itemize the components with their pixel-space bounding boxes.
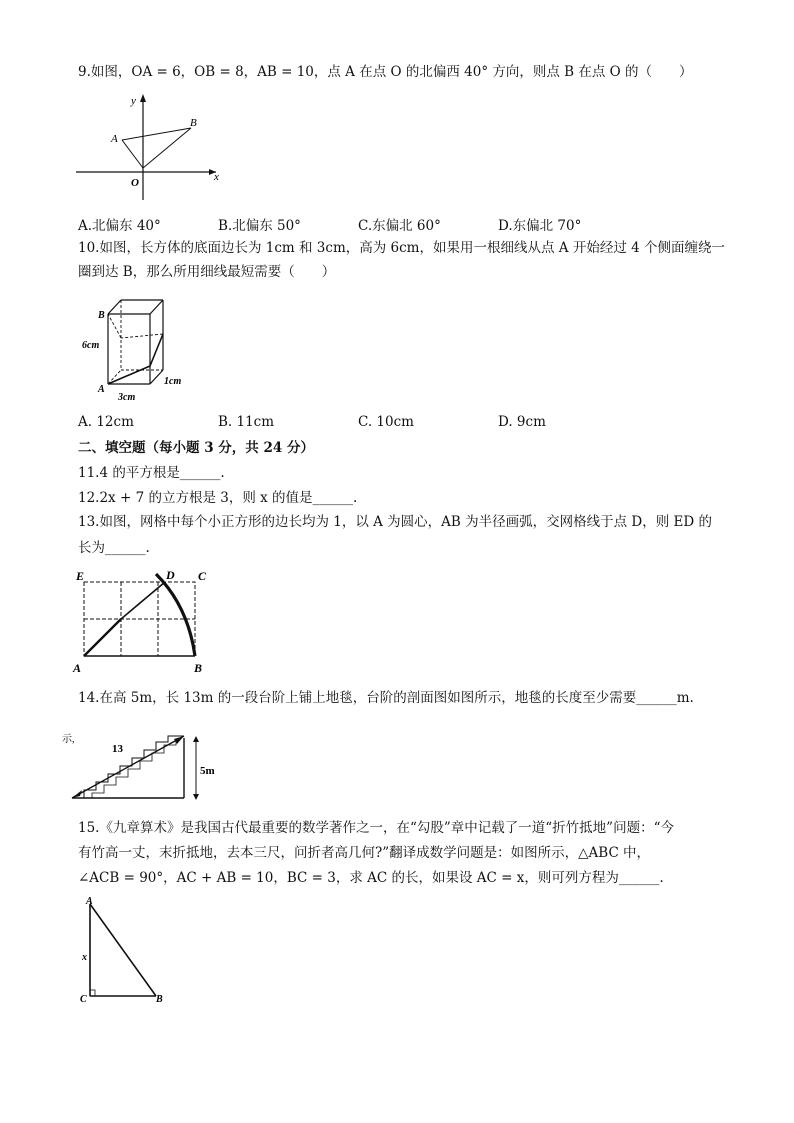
q13-label-c: C <box>198 569 207 583</box>
q10-label-height: 6cm <box>82 340 100 351</box>
q15-line3: ∠ACB = 90°，AC + AB = 10，BC = 3，求 AC 的长，如果设 AC = x，则可列方程为______. <box>78 870 664 886</box>
q10-figure <box>78 294 198 404</box>
q15-label-c: C <box>80 994 87 1005</box>
q9-option-a: A.北偏东 40° <box>78 218 161 234</box>
q9-label-o: O <box>131 177 139 189</box>
q14-figure <box>62 722 222 804</box>
q10-option-d: D. 9cm <box>498 414 546 430</box>
q13-label-e: E <box>76 569 85 583</box>
q9-option-d: D.东偏北 70° <box>498 218 582 234</box>
q10-option-c: C. 10cm <box>358 414 414 430</box>
q15-label-a: A <box>86 896 93 907</box>
q10-label-b: B <box>98 310 105 321</box>
q9-option-b: B.北偏东 50° <box>218 218 301 234</box>
q9-option-c: C.东偏北 60° <box>358 218 441 234</box>
q10-label-a: A <box>98 384 105 395</box>
q9-label-b: B <box>190 117 197 129</box>
q13-label-a: A <box>73 661 82 675</box>
q13-label-d: D <box>166 568 175 582</box>
section-heading: 二、填空题（每小题 3 分，共 24 分） <box>78 440 314 456</box>
q10-option-b: B. 11cm <box>218 414 275 430</box>
q9-text: 9.如图，OA = 6，OB = 8，AB = 10，点 A 在点 O 的北偏西 40° 方向，则点 B 在点 O 的（ ） <box>78 64 693 80</box>
q15-line1: 15.《九章算术》是我国古代最重要的数学著作之一，在“勾股”章中记载了一道“折竹抵地”问题：“今 <box>78 820 674 836</box>
q15-line2: 有竹高一丈，末折抵地，去本三尺，问折者高几何?”翻译成数学问题是：如图所示，△ABC 中， <box>78 845 651 861</box>
q10-label-width: 3cm <box>118 392 136 403</box>
q15-label-x: x <box>82 952 87 963</box>
q10-label-depth: 1cm <box>164 376 182 387</box>
q9-label-y: y <box>131 95 136 107</box>
q10-line1: 10.如图，长方体的底面边长为 1cm 和 3cm，高为 6cm，如果用一根细线从点 A 开始经过 4 个侧面缠绕一 <box>78 240 725 256</box>
q13-label-b: B <box>194 661 203 675</box>
q9-label-a: A <box>111 133 118 145</box>
q13-line1: 13.如图，网格中每个小正方形的边长均为 1，以 A 为圆心，AB 为半径画弧，交网格线于点 D，则 ED 的 <box>78 514 713 530</box>
q14-label-height: 5m <box>200 765 215 777</box>
q11-text: 11.4 的平方根是______. <box>78 465 225 481</box>
q12-text: 12.2x + 7 的立方根是 3，则 x 的值是______. <box>78 490 358 506</box>
q14-label-length: 13 <box>112 743 123 755</box>
q10-option-a: A. 12cm <box>78 414 134 430</box>
q10-line2: 圈到达 B，那么所用细线最短需要（ ） <box>78 264 336 280</box>
q14-text: 14.在高 5m，长 13m 的一段台阶上铺上地毯，台阶的剖面图如图所示，地毯的长度至少需要______m. <box>78 690 694 706</box>
q13-line2: 长为______. <box>78 540 150 556</box>
q9-figure <box>76 90 226 202</box>
q15-figure <box>78 892 178 1007</box>
q13-figure <box>70 566 220 676</box>
q15-label-b: B <box>156 994 163 1005</box>
q14-cut-text: 示, <box>62 734 75 745</box>
q9-label-x: x <box>214 171 219 183</box>
